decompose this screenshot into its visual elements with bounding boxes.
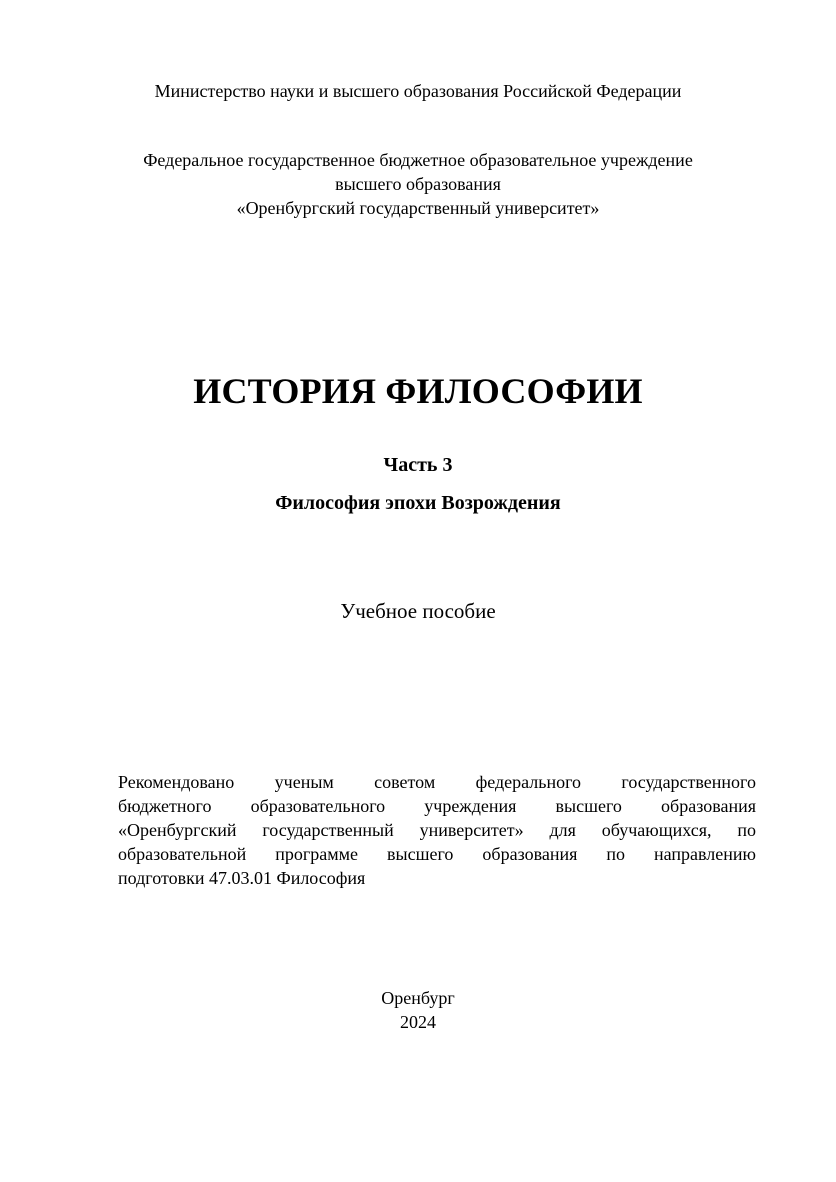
book-subtitle: Философия эпохи Возрождения bbox=[275, 492, 561, 514]
recommendation-line-4: образовательной программе высшего образования по направлению bbox=[118, 844, 756, 864]
publication-year: 2024 bbox=[400, 1012, 436, 1032]
institution-line-2: высшего образования bbox=[335, 174, 501, 194]
recommendation-line-1: Рекомендовано ученым советом федерального государственного bbox=[118, 772, 756, 792]
document-type: Учебное пособие bbox=[340, 599, 496, 623]
recommendation-line-2: бюджетного образовательного учреждения высшего образования bbox=[118, 796, 756, 816]
institution-line-3: «Оренбургский государственный университет» bbox=[236, 198, 600, 218]
recommendation-line-5: подготовки 47.03.01 Философия bbox=[118, 868, 366, 888]
publication-city: Оренбург bbox=[381, 988, 455, 1008]
book-title: ИСТОРИЯ ФИЛОСОФИИ bbox=[193, 371, 643, 411]
recommendation-line-3: «Оренбургский государственный университет» для обучающихся, по bbox=[118, 820, 756, 840]
part-number: Часть 3 bbox=[383, 454, 453, 476]
recommendation-text bbox=[118, 770, 756, 890]
institution-line-1: Федеральное государственное бюджетное образовательное учреждение bbox=[143, 150, 693, 170]
ministry-name: Министерство науки и высшего образования Российской Федерации bbox=[154, 81, 682, 101]
institution-name bbox=[0, 148, 836, 220]
